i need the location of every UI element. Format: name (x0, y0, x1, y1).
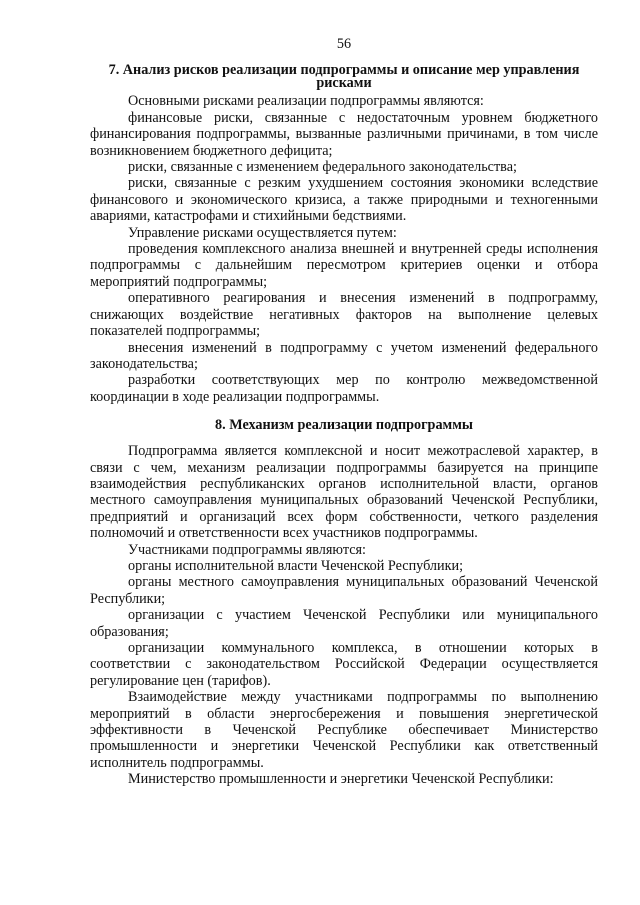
paragraph: Основными рисками реализации подпрограммы являются: (128, 93, 484, 110)
paragraph: органы местного самоуправления муниципальных образований Чеченской Республики; (90, 574, 598, 607)
section-7-body (90, 93, 598, 405)
paragraph: оперативного реагирования и внесения изменений в подпрограмму, снижающих воздействие негативных факторов на выполнение целевых показателей подпрограммы; (90, 290, 598, 340)
paragraph: Управление рисками осуществляется путем: (128, 224, 397, 241)
paragraph: Министерство промышленности и энергетики Чеченской Республики: (128, 771, 554, 788)
paragraph: Участниками подпрограммы являются: (128, 541, 366, 558)
paragraph: внесения изменений в подпрограмму с учетом изменений федерального законодательства; (90, 339, 598, 372)
paragraph: риски, связанные с изменением федерального законодательства; (128, 159, 517, 176)
paragraph: организации коммунального комплекса, в отношении которых в соответствии с законодательством Российской Федерации осуществляется регулирование цен (тарифов). (90, 640, 598, 689)
paragraph: организации с участием Чеченской Республики или муниципального образования; (90, 607, 598, 640)
paragraph: Подпрограмма является комплексной и носит межотраслевой характер, в связи с чем, механизм реализации подпрограммы базируется на принципе взаимодействия республиканских органов исполнительной власти, органов местного самоуправления муниципальных образований Чеченской Республики, предприятий и организаций всех форм собственности, четкого разделения полномочий и ответственности всех участников подпрограммы. (90, 443, 598, 542)
paragraph: Взаимодействие между участниками подпрограммы по выполнению мероприятий в области энергосбережения и повышения энергетической эффективности в Чеченской Республике обеспечивает Министерство промышленности и энергетики Чеченской Республики как ответственный исполнитель подпрограммы. (90, 689, 598, 771)
paragraph: проведения комплексного анализа внешней и внутренней среды исполнения подпрограммы с дальнейшим пересмотром критериев оценки и отбора мероприятий подпрограммы; (90, 241, 598, 290)
section-7-title: 7. Анализ рисков реализации подпрограммы и описание мер управления рисками (108, 62, 580, 92)
paragraph: органы исполнительной власти Чеченской Республики; (128, 557, 464, 574)
paragraph: риски, связанные с резким ухудшением состояния экономики вследствие финансового и экономического кризиса, а также природными и техногенными авариями, катастрофами и стихийными бедствиями. (90, 175, 598, 225)
page-number: 56 (336, 36, 352, 52)
section-8-body (90, 443, 598, 788)
paragraph: финансовые риски, связанные с недостаточным уровнем бюджетного финансирования подпрограммы, вызванные различными причинами, в том числе возникновением бюджетного дефицита; (90, 109, 598, 159)
section-8-title: 8. Механизм реализации подпрограммы (215, 417, 473, 434)
document-page (90, 36, 598, 788)
paragraph: разработки соответствующих мер по контролю межведомственной координации в ходе реализации подпрограммы. (90, 372, 598, 405)
